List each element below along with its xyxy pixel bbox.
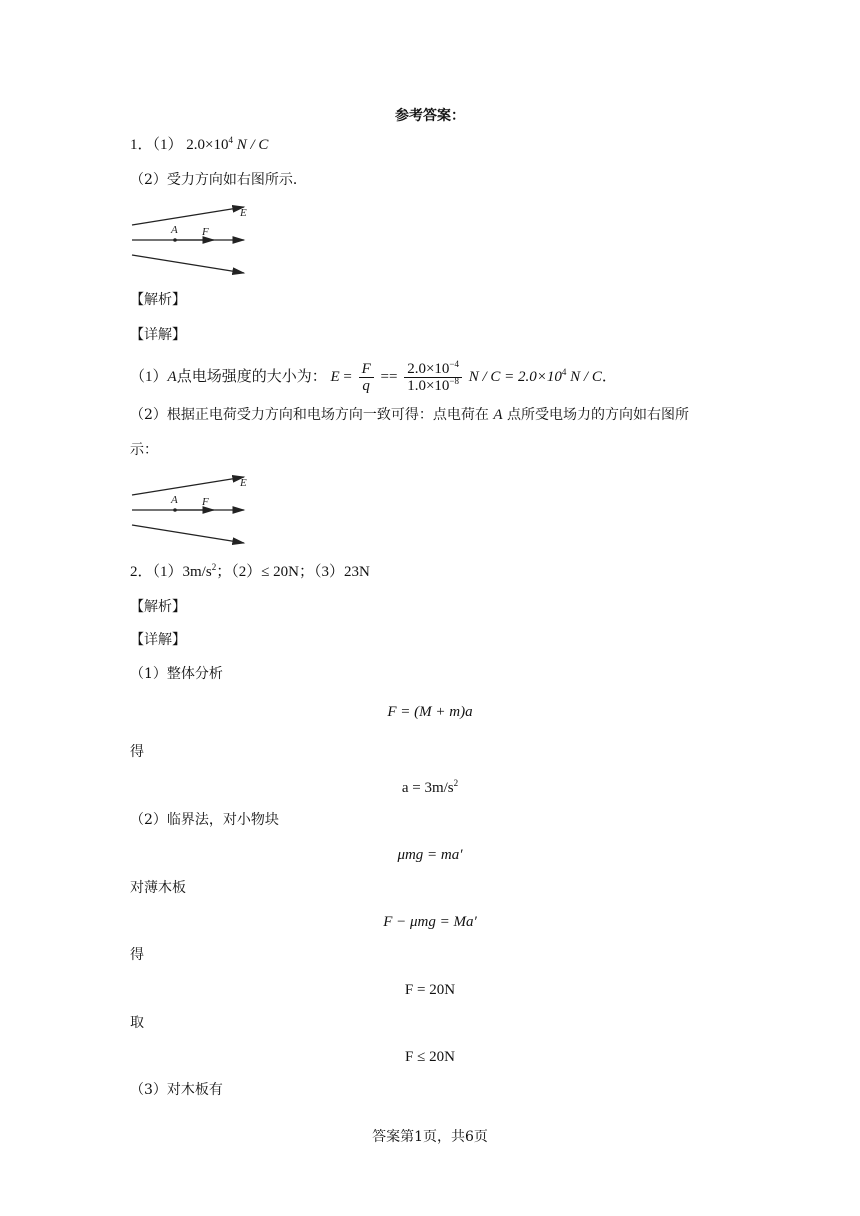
d1-prefix: （1）: [130, 369, 168, 385]
label-f: F: [202, 226, 209, 238]
q2-eq4: F − μmg = Ma′: [383, 914, 477, 930]
q2-eq3: μmg = ma′: [397, 847, 463, 863]
label-e: E: [240, 477, 247, 489]
q1-part1-exp: 4: [228, 135, 233, 145]
frac-den-exp: −8: [449, 376, 459, 387]
label-a: A: [171, 224, 178, 236]
q2-step-4: （3）对木板有: [130, 1082, 223, 1098]
q1-xiangjie: 【详解】: [130, 327, 186, 343]
point-a: [173, 508, 177, 512]
label-a: A: [171, 494, 178, 506]
d1-eq2: ==: [380, 369, 398, 385]
frac-num: 2.0×10: [407, 361, 450, 378]
fraction-values: [404, 361, 462, 394]
q1-jiexi: 【解析】: [130, 292, 186, 308]
d1-eq: =: [343, 369, 352, 385]
q2-step-1: （1）整体分析: [130, 666, 223, 682]
d1-result-exp: 4: [561, 367, 567, 377]
frac-num-exp: −4: [449, 359, 459, 370]
field-diagram-2: [128, 470, 258, 552]
page-footer: 答案第1页，共6页: [372, 1129, 488, 1145]
q2-eq6: F ≤ 20N: [405, 1049, 455, 1065]
q1-answer: [130, 135, 268, 155]
d1-point-a: A: [167, 369, 177, 385]
d1-unit2: N / C: [570, 369, 602, 385]
q1-detail-1: [130, 360, 617, 394]
q2-xiangjie: 【详解】: [130, 632, 186, 648]
q2-summary-b: ；（2）≤ 20N；（3）23N: [216, 564, 370, 580]
q2-qu: 取: [130, 1015, 144, 1031]
q1-part2: （2）受力方向如右图所示．: [130, 172, 307, 188]
d2-text-b: 点所受电场力的方向如右图所: [506, 407, 689, 423]
field-line-upper: [132, 477, 244, 495]
d1-e: E: [330, 369, 340, 385]
q2-eq1: F = (M + m)a: [387, 704, 473, 720]
d2-text-a: （2）根据正电荷受力方向和电场方向一致可得：点电荷在: [130, 407, 489, 423]
q2-de-1: 得: [130, 744, 144, 760]
label-e: E: [240, 207, 247, 219]
d1-text: 点电场强度的大小为：: [176, 369, 327, 385]
point-a: [173, 238, 177, 242]
q2-answer: [130, 562, 370, 582]
d1-unit: N / C = 2.0×10: [468, 369, 562, 385]
frac-den: 1.0×10: [407, 378, 450, 395]
eq2-sup: 2: [453, 778, 459, 788]
field-line-lower: [132, 525, 244, 543]
q2-eq5: F = 20N: [404, 982, 456, 998]
q1-number: 1．: [130, 137, 153, 153]
answer-heading: 参考答案：: [395, 108, 465, 124]
q2-summary-sup: 2: [211, 562, 217, 572]
q1-part1-label: （1）: [152, 137, 183, 153]
d1-end: ．: [601, 369, 617, 385]
q1-part1-unit: N / C: [236, 137, 269, 153]
q1-detail-2-line2: 示：: [130, 442, 158, 458]
field-diagram-1: [128, 200, 258, 282]
d2-point-a: A: [493, 407, 503, 423]
q2-de-2: 得: [130, 947, 144, 963]
q2-summary-a: 2．（1）3m/s: [130, 564, 212, 580]
frac-f: F: [359, 361, 374, 378]
q2-step-2: （2）临界法，对小物块: [130, 812, 279, 828]
q1-detail-2-line1: [130, 405, 689, 425]
fraction-f-over-q: [359, 361, 374, 394]
frac-q: q: [362, 378, 370, 395]
q2-jiexi: 【解析】: [130, 599, 186, 615]
field-line-upper: [132, 207, 244, 225]
field-line-lower: [132, 255, 244, 273]
eq2-text: a = 3m/s: [401, 780, 454, 796]
q2-eq2: [0, 778, 860, 798]
q1-part1-value: 2.0×10: [186, 137, 229, 153]
q2-step-3: 对薄木板: [130, 880, 186, 896]
label-f: F: [202, 496, 209, 508]
